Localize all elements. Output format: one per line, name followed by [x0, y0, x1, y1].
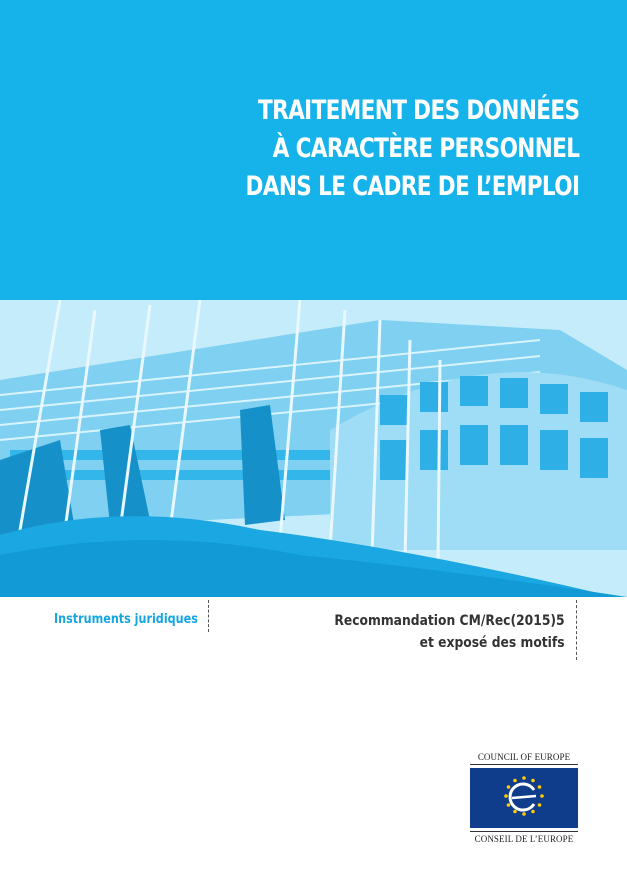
title-line-3: DANS LE CADRE DE L’EMPLOI — [245, 171, 579, 202]
logo-top-text: COUNCIL OF EUROPE — [470, 752, 578, 765]
council-of-europe-logo — [470, 752, 578, 844]
divider-left — [208, 600, 209, 632]
council-of-europe-star-circle-icon — [470, 768, 578, 828]
document-ref-line-2: et exposé des motifs — [419, 635, 565, 651]
logo-bottom-text: CONSEIL DE L’EUROPE — [470, 831, 578, 844]
title-line-1: TRAITEMENT DES DONNÉES — [257, 95, 579, 126]
cover-header-band — [0, 0, 627, 300]
building-photo — [0, 300, 627, 597]
title-line-2: À CARACTÈRE PERSONNEL — [272, 133, 579, 164]
series-label: Instruments juridiques — [54, 612, 198, 627]
cover-title — [245, 92, 579, 206]
document-reference — [335, 610, 565, 654]
document-ref-line-1: Recommandation CM/Rec(2015)5 — [334, 613, 565, 629]
divider-right — [576, 600, 577, 660]
